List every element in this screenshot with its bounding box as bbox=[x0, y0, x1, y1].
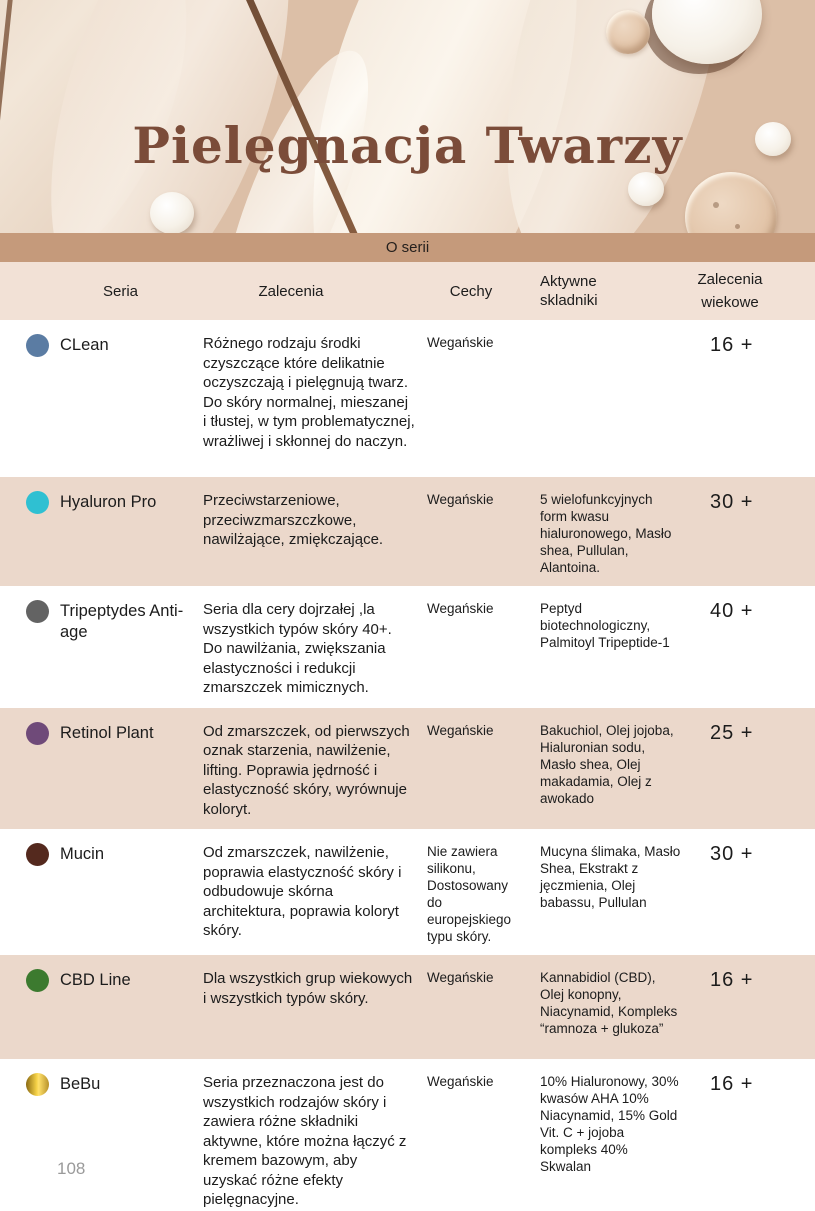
series-name: CBD Line bbox=[60, 971, 131, 989]
table-row bbox=[0, 955, 815, 1059]
table-row bbox=[0, 829, 815, 955]
series-features: Wegańskie bbox=[427, 335, 494, 350]
column-header-zalecenia: Zalecenia bbox=[258, 282, 324, 300]
series-name: BeBu bbox=[60, 1075, 101, 1093]
series-color-dot bbox=[26, 600, 49, 623]
series-features: Wegańskie bbox=[427, 1074, 494, 1089]
series-age-recommendation: 16 + bbox=[710, 334, 754, 356]
series-features: Wegańskie bbox=[427, 722, 494, 738]
page-number: 108 bbox=[57, 1159, 86, 1178]
series-name: CLean bbox=[60, 336, 109, 354]
series-age-recommendation: 40 + bbox=[710, 600, 754, 622]
series-name: Retinol Plant bbox=[60, 723, 154, 742]
column-header-cechy: Cechy bbox=[449, 282, 493, 300]
series-recommendations: Różnego rodzaju środki czyszczące które delikatnie oczyszczają i pielęgnują twarz. Do skóry normalnej, mieszanej i tłustej, w tym problematycznej, wrażliwej i skłonnej do naczyn. bbox=[203, 335, 415, 450]
series-recommendations: Od zmarszczek, nawilżenie, poprawia elastyczność skóry i odbudowuje skórna architektura, poprawia koloryt skóry. bbox=[203, 844, 402, 939]
series-features: Nie zawiera silikonu, Dostosowany do europejskiego typu skóry. bbox=[427, 844, 512, 944]
series-age-recommendation: 16 + bbox=[710, 1073, 754, 1095]
series-recommendations: Seria przeznaczona jest do wszystkich rodzajów skóry i zawiera różne składniki aktywne, które można łączyć z kremem bazowym, aby uzyskać różne efekty pielęgnacyjne. bbox=[203, 1074, 407, 1208]
series-age-recommendation: 30 + bbox=[710, 843, 754, 865]
series-active-ingredients: Mucyna ślimaka, Masło Shea, Ekstrakt z jęczmienia, Olej babassu, Pullulan bbox=[540, 844, 681, 910]
series-name: Mucin bbox=[60, 845, 105, 863]
table-row bbox=[0, 477, 815, 586]
cream-dollop bbox=[628, 172, 664, 206]
series-recommendations: Seria dla cery dojrzałej ,la wszystkich typów skóry 40+. Do nawilżania, zwiększania elastyczności i redukcji zmarszczek mimicznych. bbox=[203, 601, 392, 696]
series-cell bbox=[26, 722, 203, 820]
series-active-ingredients: Peptyd biotechnologiczny, Palmitoyl Tripeptide-1 bbox=[540, 601, 670, 650]
series-name: Hyaluron Pro bbox=[60, 493, 157, 511]
series-color-dot bbox=[26, 334, 49, 357]
table-row bbox=[0, 320, 815, 477]
cream-dollop bbox=[150, 192, 194, 233]
table-row bbox=[0, 586, 815, 708]
column-header-zalecenia-wiekowe: Zalecenia wiekowe bbox=[697, 271, 763, 311]
series-cell bbox=[26, 1073, 203, 1211]
section-bar bbox=[0, 233, 815, 262]
table-body bbox=[0, 320, 815, 1211]
series-active-ingredients: Bakuchiol, Olej jojoba, Hialuronian sodu, Masło shea, Olej makadamia, Olej z awokado bbox=[540, 722, 674, 806]
series-active-ingredients: 10% Hialuronowy, 30% kwasów AHA 10% Niacynamid, 15% Gold Vit. C + jojoba kompleks 40% Skwalan bbox=[540, 1074, 679, 1174]
section-bar-label: O serii bbox=[385, 239, 430, 256]
series-features: Wegańskie bbox=[427, 492, 494, 507]
series-features: Wegańskie bbox=[427, 970, 494, 985]
series-age-recommendation: 16 + bbox=[710, 969, 754, 991]
series-cell bbox=[26, 334, 203, 467]
series-cell bbox=[26, 491, 203, 576]
series-age-recommendation: 25 + bbox=[710, 721, 754, 744]
series-active-ingredients: 5 wielofunkcyjnych form kwasu hialuronowego, Masło shea, Pullulan, Alantoina. bbox=[540, 492, 672, 575]
series-color-dot bbox=[26, 722, 49, 745]
table-row bbox=[0, 708, 815, 830]
series-name: Tripeptydes Anti-age bbox=[60, 602, 184, 641]
column-header-seria: Seria bbox=[102, 282, 139, 300]
series-color-dot bbox=[26, 1073, 49, 1096]
series-recommendations: Od zmarszczek, od pierwszych oznak starzenia, nawilżenie, lifting. Poprawia jędrność i elastyczność skóry, wyrównuje koloryt. bbox=[203, 722, 410, 818]
series-cell bbox=[26, 969, 203, 1049]
series-recommendations: Dla wszystkich grup wiekowych i wszystkich typów skóry. bbox=[203, 970, 413, 1007]
series-color-dot bbox=[26, 491, 49, 514]
series-active-ingredients: Kannabidiol (CBD), Olej konopny, Niacynamid, Kompleks “ramnoza + glukoza” bbox=[540, 970, 678, 1036]
series-features: Wegańskie bbox=[427, 601, 494, 616]
series-age-recommendation: 30 + bbox=[710, 491, 754, 513]
series-color-dot bbox=[26, 969, 49, 992]
hero-banner bbox=[0, 0, 815, 233]
table-row bbox=[0, 1059, 815, 1211]
gel-droplet bbox=[685, 172, 777, 233]
gel-droplet bbox=[606, 10, 650, 54]
series-active-ingredients bbox=[540, 334, 685, 467]
column-header-aktywne-skladniki: Aktywne skladniki bbox=[540, 273, 598, 309]
series-cell bbox=[26, 600, 203, 698]
table-header bbox=[0, 262, 815, 320]
page-title: Pielęgnacja Twarzy bbox=[132, 116, 683, 175]
series-color-dot bbox=[26, 843, 49, 866]
series-recommendations: Przeciwstarzeniowe, przeciwzmarszczkowe, nawilżające, zmiękczające. bbox=[203, 492, 384, 548]
series-cell bbox=[26, 843, 203, 945]
